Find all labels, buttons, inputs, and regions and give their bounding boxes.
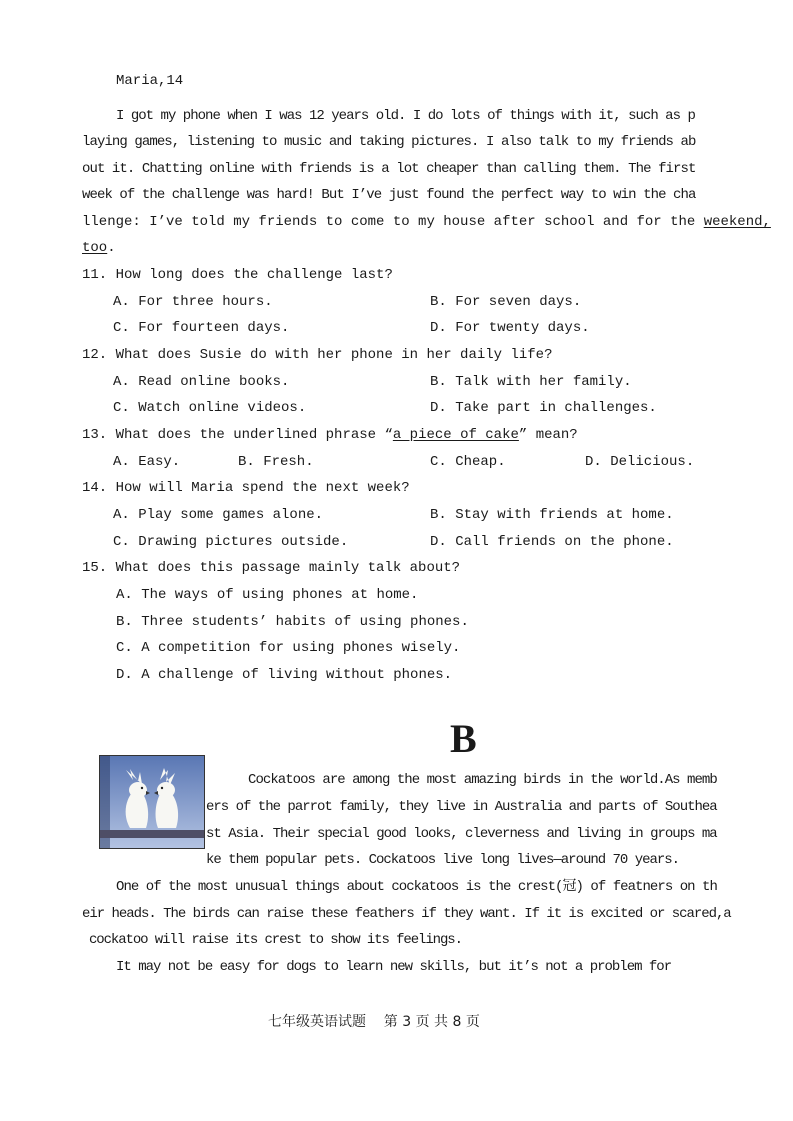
passage-a-line-6 xyxy=(82,240,116,256)
question-12-option-d: D. Take part in challenges. xyxy=(430,400,657,416)
question-15-option-d: D. A challenge of living without phones. xyxy=(116,667,453,683)
question-12-option-b: B. Talk with her family. xyxy=(430,374,632,390)
question-15-option-c: C. A competition for using phones wisely. xyxy=(116,640,461,656)
cockatoo-picture xyxy=(99,755,205,849)
question-14-option-c: C. Drawing pictures outside. xyxy=(113,534,349,550)
question-13-option-a: A. Easy. xyxy=(113,454,181,470)
question-14-stem: 14. How will Maria spend the next week? xyxy=(82,480,410,496)
question-12-option-c: C. Watch online videos. xyxy=(113,400,307,416)
underlined-phrase: a piece of cake xyxy=(392,427,519,443)
question-14-option-b: B. Stay with friends at home. xyxy=(430,507,674,523)
passage-a-line-5-text: llenge: I’ve told my friends to come to my house after school and for the xyxy=(82,214,704,230)
question-12-option-a: A. Read online books. xyxy=(113,374,290,390)
passage-a-line-2: laying games, listening to music and taking pictures. I also talk to my friends ab xyxy=(82,134,696,150)
question-11-option-a: A. For three hours. xyxy=(113,294,273,310)
question-11-option-d: D. For twenty days. xyxy=(430,320,590,336)
question-12-stem: 12. What does Susie do with her phone in her daily life? xyxy=(82,347,553,363)
passage-a-line-3: out it. Chatting online with friends is a lot cheaper than calling them. The first xyxy=(82,161,696,177)
question-14-option-a: A. Play some games alone. xyxy=(113,507,324,523)
page-footer: 七年级英语试题 第 3 页 共 8 页 xyxy=(268,1014,480,1030)
question-13-stem xyxy=(82,427,578,443)
passage-b-line-4: ke them popular pets. Cockatoos live long lives—around 70 years. xyxy=(206,852,680,868)
passage-b-line-1: Cockatoos are among the most amazing birds in the world.As memb xyxy=(248,772,717,788)
question-13-stem-prefix: 13. What does the underlined phrase “ xyxy=(82,427,393,443)
question-15-option-b: B. Three students’ habits of using phones. xyxy=(116,614,469,630)
question-11-option-b: B. For seven days. xyxy=(430,294,582,310)
passage-b-line-6: eir heads. The birds can raise these feathers if they want. If it is excited or scared,a xyxy=(82,906,731,922)
passage-a-line-5 xyxy=(82,214,771,230)
question-11-option-c: C. For fourteen days. xyxy=(113,320,290,336)
passage-b-line-7: cockatoo will raise its crest to show its feelings. xyxy=(89,932,462,948)
question-13-option-d: D. Delicious. xyxy=(585,454,695,470)
underlined-too: too xyxy=(82,240,108,256)
passage-b-line-3: st Asia. Their special good looks, cleverness and living in groups ma xyxy=(206,826,717,842)
question-13-option-c: C. Cheap. xyxy=(430,454,506,470)
passage-b-line-2: ers of the parrot family, they live in Australia and parts of Southea xyxy=(206,799,717,815)
question-13-stem-suffix: ” mean? xyxy=(518,427,578,443)
passage-b-line-8: It may not be easy for dogs to learn new skills, but it’s not a problem for xyxy=(116,959,672,975)
passage-a-line-1: I got my phone when I was 12 years old. I do lots of things with it, such as p xyxy=(116,108,695,124)
section-b-title: B xyxy=(450,716,477,761)
question-13-option-b: B. Fresh. xyxy=(238,454,314,470)
question-11-stem: 11. How long does the challenge last? xyxy=(82,267,393,283)
passage-b-line-5: One of the most unusual things about cockatoos is the crest(冠) of featners on th xyxy=(116,879,717,895)
question-15-option-a: A. The ways of using phones at home. xyxy=(116,587,419,603)
question-15-stem: 15. What does this passage mainly talk about? xyxy=(82,560,461,576)
passage-a-period: . xyxy=(107,240,116,256)
passage-a-line-4: week of the challenge was hard! But I’ve just found the perfect way to win the cha xyxy=(82,187,696,203)
question-14-option-d: D. Call friends on the phone. xyxy=(430,534,674,550)
underlined-weekend: weekend, xyxy=(703,214,771,230)
author-line: Maria,14 xyxy=(116,73,184,89)
